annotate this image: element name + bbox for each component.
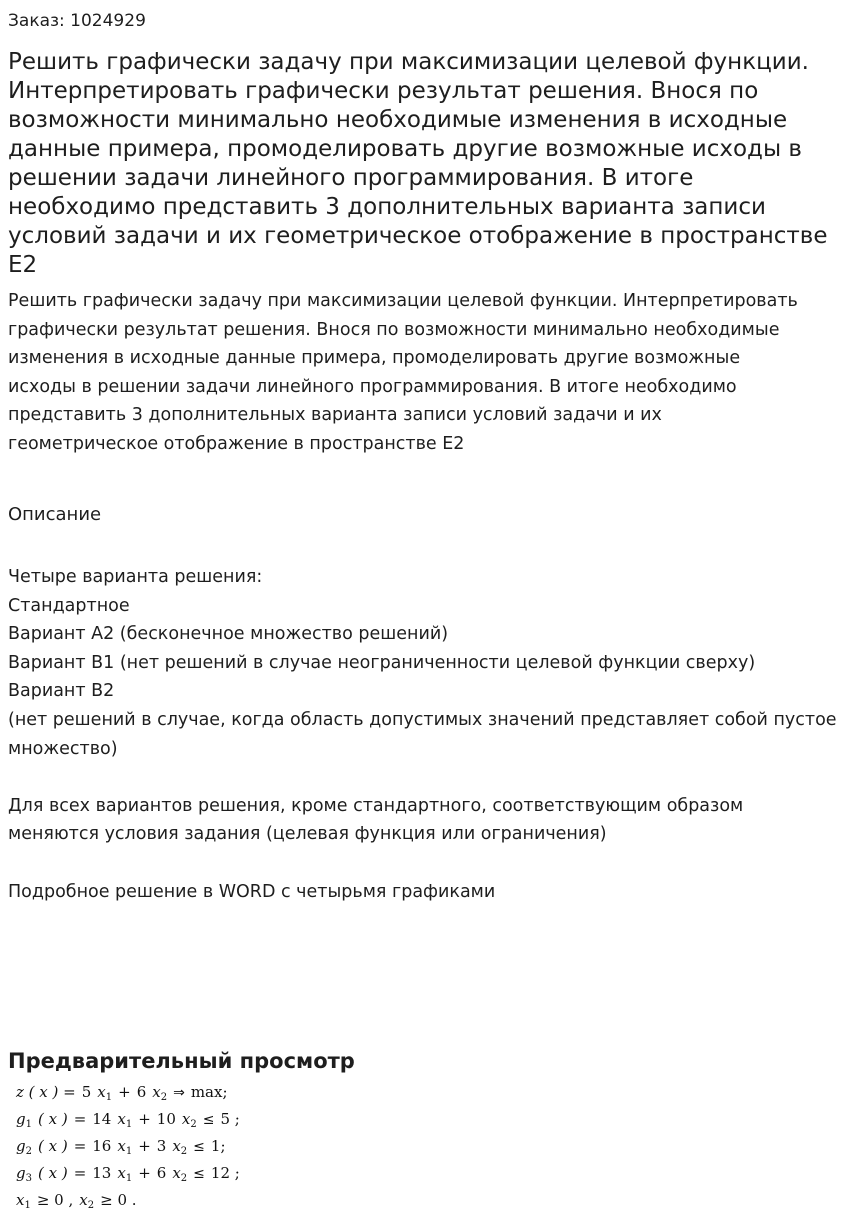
spacer [8,763,839,792]
description-footer: Подробное решение в WORD с четырьмя графиками [8,881,496,902]
variant-item: Вариант А2 (бесконечное множество решений) [8,624,449,645]
description-body [8,563,839,906]
description-heading: Описание [8,504,102,525]
constraint-g1: $g_1$ ( x ) = 14 $x_1 + 10$ $x_2 \le 5$ ; [16,1110,240,1130]
page-title: Решить графически задачу при максимизации целевой функции. Интерпретировать графически результат решения. Внося по возможности минимально необходимые изменения в исходные данные примера, промоделировать другие возможные исходы в решении задачи линейного программирования. В итоге необходимо представить 3 дополнительных варианта записи условий задачи и их геометрическое отображение в пространстве Е2 [8,49,828,278]
spacer [8,849,839,878]
task-lead-text: Решить графически задачу при максимизации целевой функции. Интерпретировать графически результат решения. Внося по возможности минимально необходимые изменения в исходные данные примера, промоделировать другие возможные исходы в решении задачи линейного программирования. В итоге необходимо представить 3 дополнительных варианта записи условий задачи и их геометрическое отображение в пространстве Е2 [8,291,798,454]
description-note: Для всех вариантов решения, кроме стандартного, соответствующим образом меняются условия задания (целевая функция или ограничения) [8,795,744,845]
variants-intro: Четыре варианта решения: [8,567,263,587]
constraint-g3: $g_3$ ( x ) = 13 $x_1 + 6$ $x_2 \le 12$ ; [16,1164,240,1184]
preview-heading: Предварительный просмотр [8,1049,355,1073]
objective-function: z ( x ) = 5 $x_1 + 6$ $x_2$ ⇒ max; [16,1083,228,1103]
variant-item: Вариант В2 [8,681,115,702]
variant-item: Вариант В1 (нет решений в случае неограниченности целевой функции сверху) [8,652,756,673]
order-number: Заказ: 1024929 [8,11,146,31]
variant-item: Стандартное [8,595,130,616]
variant-item: (нет решений в случае, когда область допустимых значений представляет собой пустое множество) [8,709,837,759]
nonnegativity-constraint: $x_1 \ge 0$ , $x_2 \ge 0$ . [16,1191,137,1211]
preview-formulas [16,1079,240,1214]
constraint-g2: $g_2$ ( x ) = 16 $x_1 + 3$ $x_2 \le 1$; [16,1137,226,1157]
